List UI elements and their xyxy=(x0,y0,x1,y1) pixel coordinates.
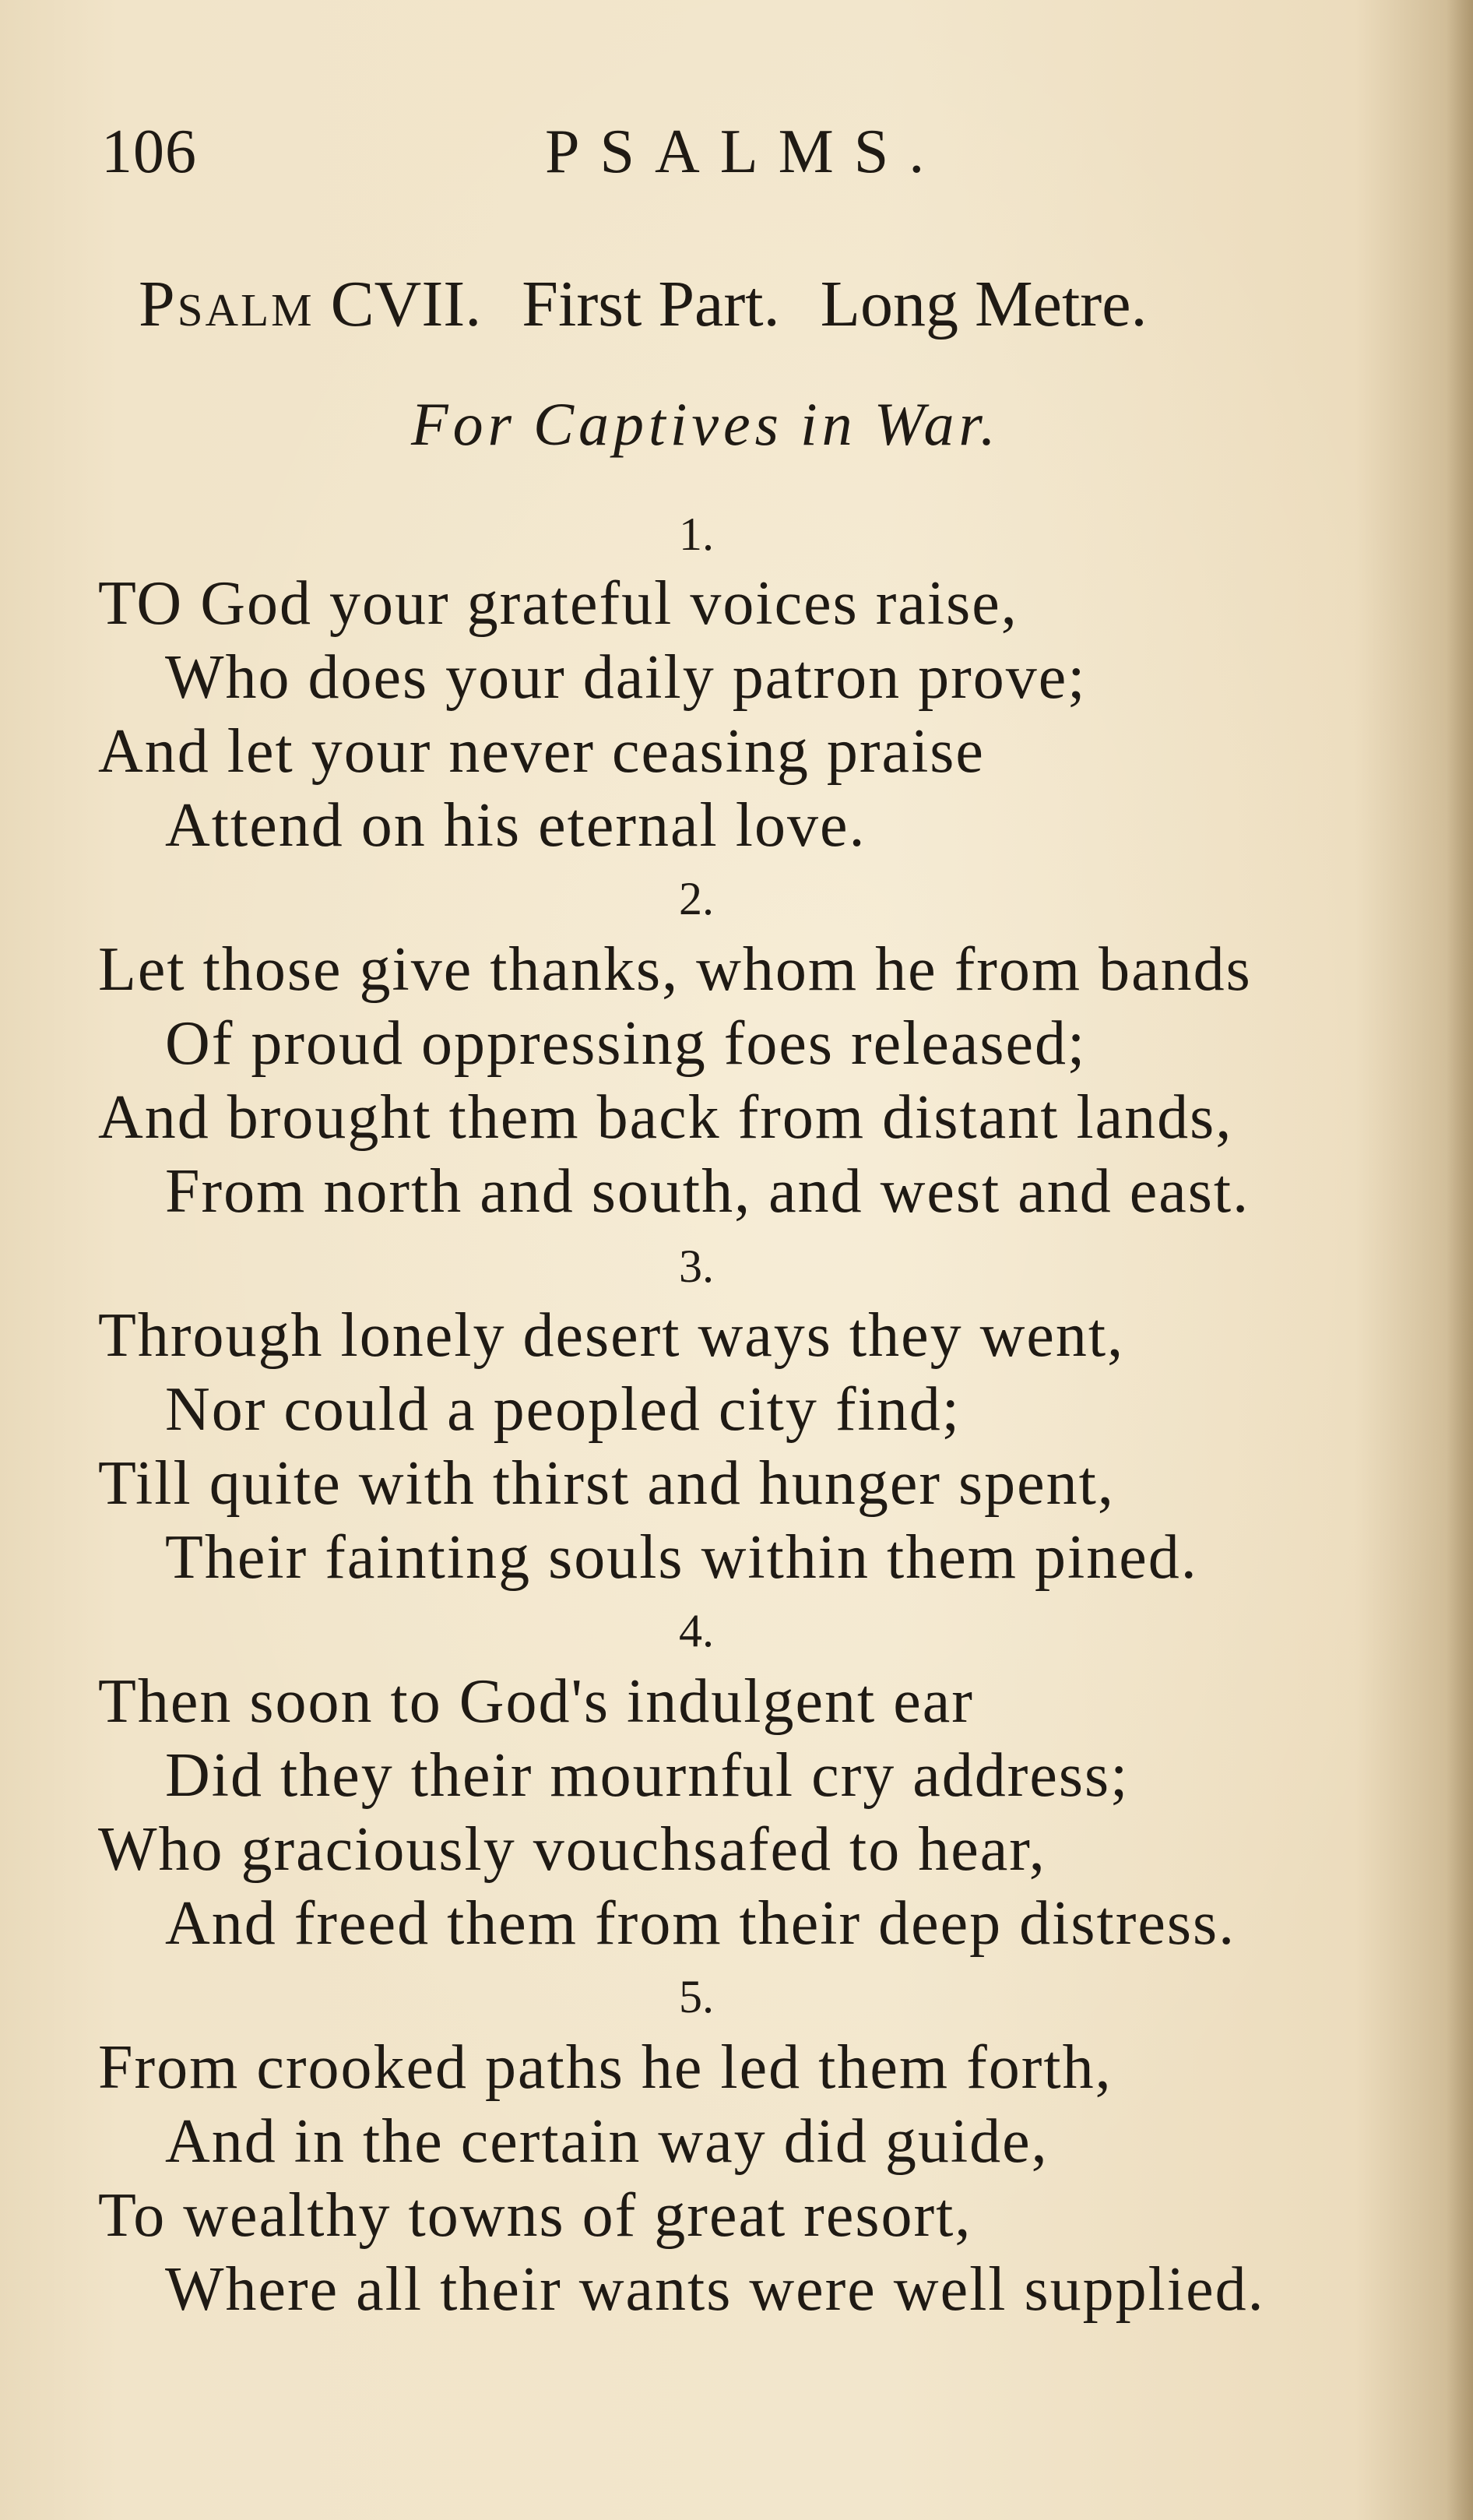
psalm-metre: Long Metre. xyxy=(820,268,1148,340)
psalm-subtitle xyxy=(411,389,1018,459)
subtitle-word: War. xyxy=(874,390,1000,458)
psalm-part: First Part. xyxy=(522,268,780,340)
verse-line: And brought them back from distant lands, xyxy=(98,1083,1233,1152)
verse-line: TO God your grateful voices raise, xyxy=(98,569,1018,638)
verse-line: Then soon to God's indulgent ear xyxy=(98,1667,974,1736)
verse-line: Their fainting souls within them pined. xyxy=(165,1523,1198,1592)
verse-line: Through lonely desert ways they went, xyxy=(98,1301,1125,1370)
verse-line: Till quite with thirst and hunger spent, xyxy=(98,1449,1115,1518)
stanza-number: 5. xyxy=(679,1971,714,2022)
stanza-number: 2. xyxy=(679,873,714,924)
subtitle-word: Captives xyxy=(533,390,783,458)
verse-line: And freed them from their deep distress. xyxy=(165,1889,1236,1958)
verse-line: To wealthy towns of great resort, xyxy=(98,2181,972,2250)
verse-line: Nor could a peopled city find; xyxy=(165,1375,961,1444)
verse-line: And in the certain way did guide, xyxy=(165,2107,1049,2176)
verse-line: Who graciously vouchsafed to hear, xyxy=(98,1815,1046,1884)
psalm-heading xyxy=(139,266,1148,342)
subtitle-word: For xyxy=(411,390,516,458)
verse-line: From crooked paths he led them forth, xyxy=(98,2033,1113,2102)
subtitle-word: in xyxy=(800,390,857,458)
psalm-label: Psalm xyxy=(139,268,315,340)
stanza-number: 4. xyxy=(679,1605,714,1656)
verse-line: Of proud oppressing foes released; xyxy=(165,1009,1087,1078)
page-number: 106 xyxy=(101,118,197,186)
psalm-number: CVII. xyxy=(330,268,482,340)
page-edge-shadow xyxy=(1447,0,1473,2520)
running-title: PSALMS. xyxy=(545,118,945,186)
verse-line: Who does your daily patron prove; xyxy=(165,643,1087,712)
verse-line: Where all their wants were well supplied. xyxy=(165,2255,1265,2324)
verse-line: Did they their mournful cry address; xyxy=(165,1741,1130,1810)
verse-line: And let your never ceasing praise xyxy=(98,717,985,786)
verse-line: Attend on his eternal love. xyxy=(165,791,867,860)
verse-line: From north and south, and west and east. xyxy=(165,1157,1250,1226)
stanza-number: 3. xyxy=(679,1241,714,1292)
verse-line: Let those give thanks, whom he from bands xyxy=(98,935,1252,1004)
stanza-number: 1. xyxy=(679,509,714,560)
